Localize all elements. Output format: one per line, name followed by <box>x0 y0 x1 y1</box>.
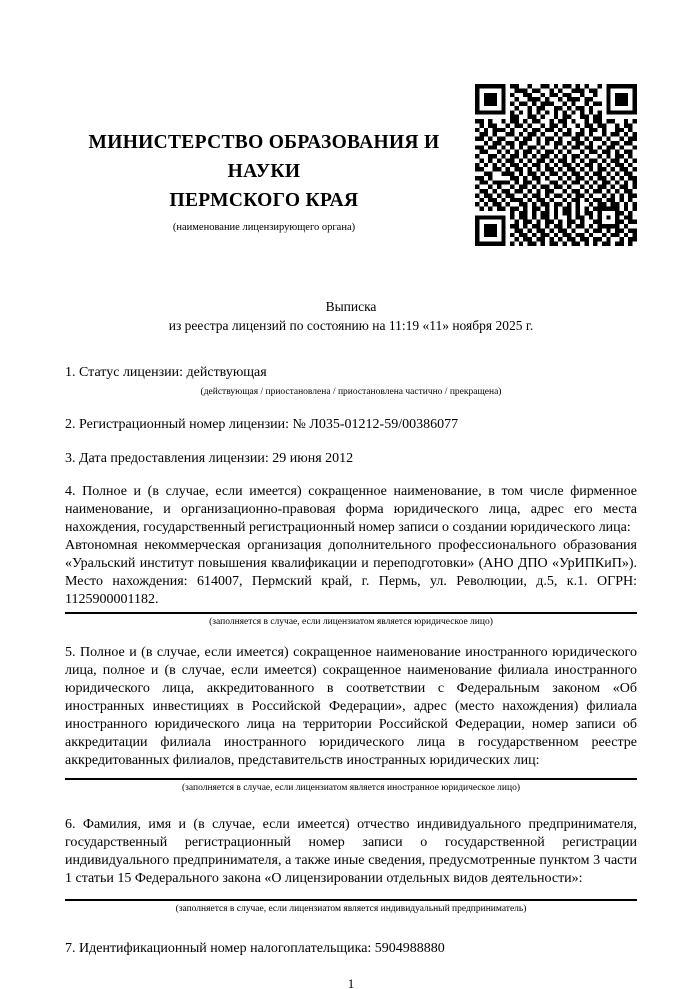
section-3-grant-date: 3. Дата предоставления лицензии: 29 июня 2012 <box>65 451 354 466</box>
section-5-label: 5. Полное и (в случае, если имеется) сокращенное наименование иностранного юридического лица, полное и (в случае, если имеется) сокращенное наименование филиала иностранного юридического лица, аккредитованного в соответствии с Федеральным законом «Об иностранных инвестициях в Российской Федерации», адрес (место нахождения) филиала иностранного юридического лица на территории Российской Федерации, номер записи об аккредитации филиала иностранного юридического лица в государственном реестре аккредитованных филиалов, представительств иностранных юридических лиц: <box>65 645 637 768</box>
section-1-license-status: 1. Статус лицензии: действующая <box>65 365 267 380</box>
fill-in-rule-legal-entity <box>65 612 637 614</box>
licensing-authority-caption: (наименование лицензирующего органа) <box>172 222 356 233</box>
page-number: 1 <box>347 976 355 989</box>
document-title: Выписка <box>325 299 377 314</box>
section-1-caption: (действующая / приостановлена / приостановлена частично / прекращена) <box>200 387 502 397</box>
section-5-foreign-entity <box>65 644 637 770</box>
section-4-legal-entity <box>65 483 637 609</box>
document-header <box>65 84 637 246</box>
ministry-name-line1: МИНИСТЕРСТВО ОБРАЗОВАНИЯ И НАУКИ <box>88 132 440 182</box>
fill-in-rule-individual-entrepreneur <box>65 899 637 901</box>
section-6-caption: (заполняется в случае, если лицензиатом является индивидуальный предприниматель) <box>175 904 527 914</box>
section-7-taxpayer-number: 7. Идентификационный номер налогоплательщика: 5904988880 <box>65 941 445 956</box>
section-6-individual-entrepreneur <box>65 816 637 888</box>
section-4-label: 4. Полное и (в случае, если имеется) сокращенное наименование, в том числе фирменное наименование, и организационно-правовая форма юридического лица, адрес его места нахождения, государственный регистрационный номер записи о создании юридического лица: <box>65 484 637 535</box>
section-5-caption: (заполняется в случае, если лицензиатом является иностранное юридическое лицо) <box>182 783 520 793</box>
document-body <box>65 364 637 989</box>
fill-in-rule-foreign-entity <box>65 778 637 780</box>
document-subtitle: из реестра лицензий по состоянию на 11:19 «11» ноября 2025 г. <box>168 318 534 333</box>
licensing-authority-block <box>65 84 475 233</box>
section-4-caption: (заполняется в случае, если лицензиатом является юридическое лицо) <box>209 617 493 627</box>
document-title-block <box>65 297 637 335</box>
qr-code <box>475 84 637 246</box>
ministry-name-line2: ПЕРМСКОГО КРАЯ <box>169 190 359 211</box>
section-2-registration-number: 2. Регистрационный номер лицензии: № Л035-01212-59/00386077 <box>65 417 459 432</box>
section-6-label: 6. Фамилия, имя и (в случае, если имеется) отчество индивидуального предпринимателя, государственный регистрационный номер записи о государственной регистрации индивидуального предпринимателя, а также иные сведения, предусмотренные пунктом 3 части 1 статьи 15 Федерального закона «О лицензировании отдельных видов деятельности»: <box>65 817 637 886</box>
section-4-value: Автономная некоммерческая организация дополнительного профессионального образования «Уральский институт повышения квалификации и переподготовки» (АНО ДПО «УрИПКиП»). Место нахождения: 614007, Пермский край, г. Пермь, ул. Революции, д.5, к.1. ОГРН: 1125900001182. <box>65 538 637 607</box>
